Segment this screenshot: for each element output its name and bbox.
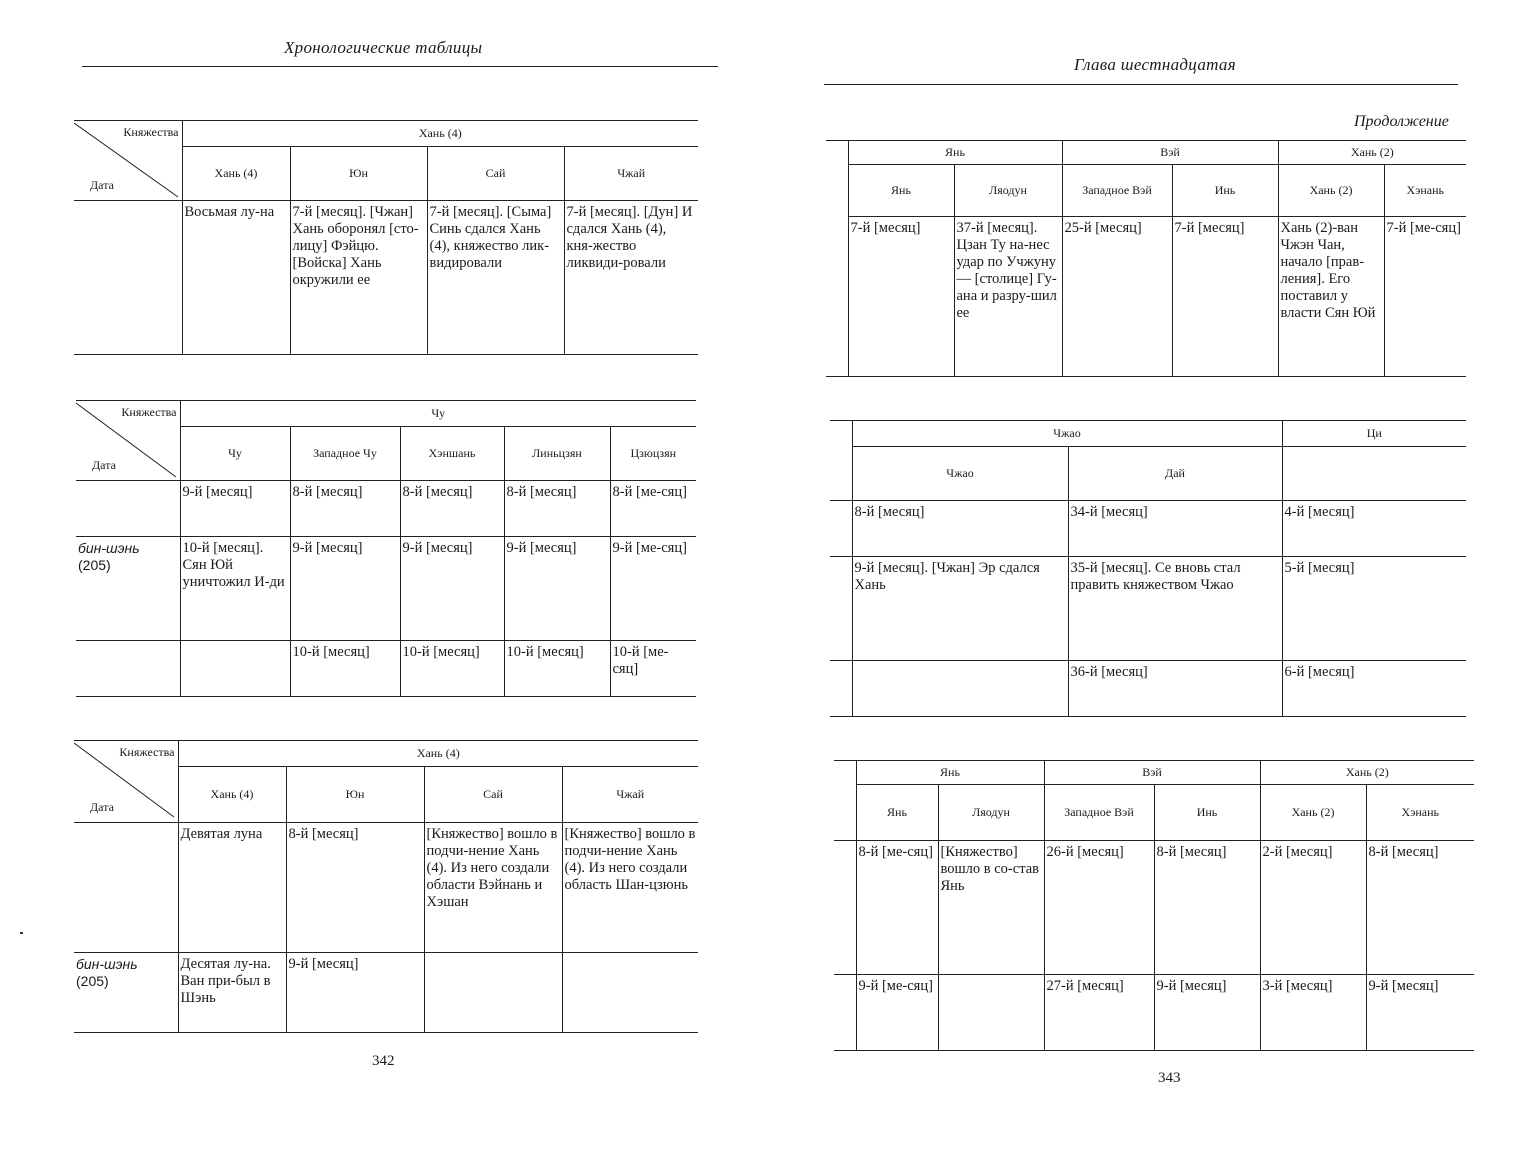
table-cell: [Княжество] вошло в со-став Янь [938, 841, 1044, 975]
table-cell: 9-й [месяц] [1366, 975, 1474, 1051]
table-cell: 8-й [месяц] [504, 481, 610, 537]
table-row [830, 661, 1466, 717]
table-cell: 9-й [месяц] [286, 953, 424, 1033]
continuation-label: Продолжение [1354, 113, 1449, 130]
column-header: Хэнань [1366, 785, 1474, 841]
running-head: Глава шестнадцатая [1074, 55, 1236, 74]
column-header: Западное Вэй [1044, 785, 1154, 841]
table-cell: 3-й [месяц] [1260, 975, 1366, 1051]
margin-cell [834, 841, 856, 975]
column-header: Хэншань [400, 427, 504, 481]
table-cell: 10-й [ме-сяц] [610, 641, 696, 697]
table-cell: 9-й [месяц] [504, 537, 610, 641]
table-cell: [Княжество] вошло в подчи-нение Хань (4). Из него создали область Шан-цзюнь [562, 823, 698, 953]
table-cell: 35-й [месяц]. Се вновь стал править княжеством Чжао [1068, 557, 1282, 661]
table-row [74, 201, 698, 355]
group-header: Хань (4) [178, 741, 698, 767]
table-cell: 10-й [месяц]. Сян Юй уничтожил И-ди [180, 537, 290, 641]
table-cell: 8-й [месяц] [1154, 841, 1260, 975]
table-cell: 8-й [месяц] [400, 481, 504, 537]
page-number: 342 [372, 1053, 395, 1069]
group-header: Чу [180, 401, 696, 427]
chron-table-4 [826, 140, 1466, 377]
group-header: Хань (2) [1278, 141, 1466, 165]
table-cell: 8-й [месяц] [1366, 841, 1474, 975]
table-cell [562, 953, 698, 1033]
column-header: Цзюцзян [610, 427, 696, 481]
table-cell: 4-й [месяц] [1282, 501, 1466, 557]
table-cell: 9-й [ме-сяц] [856, 975, 938, 1051]
margin-cell [834, 975, 856, 1051]
head-rule [82, 66, 718, 67]
margin-cell [830, 661, 852, 717]
table-cell: 9-й [месяц] [290, 537, 400, 641]
table-corner [74, 741, 178, 823]
corner-label-data: Дата [90, 178, 114, 192]
group-header: Янь [848, 141, 1062, 165]
column-header: Западное Вэй [1062, 165, 1172, 217]
margin-cell [834, 761, 856, 841]
table-cell: 27-й [месяц] [1044, 975, 1154, 1051]
corner-label-knyazhestva: Княжества [119, 745, 175, 759]
right-page [766, 0, 1532, 1150]
table-cell: 8-й [месяц] [286, 823, 424, 953]
corner-label-data: Дата [90, 800, 114, 814]
table-cell: Восьмая лу-на [182, 201, 290, 355]
chron-table-6 [834, 760, 1474, 1051]
table-cell: 9-й [месяц]. [Чжан] Эр сдался Хань [852, 557, 1068, 661]
table-row [74, 823, 698, 953]
group-header: Хань (4) [182, 121, 698, 147]
date-cell [76, 641, 180, 697]
table-cell: 7-й [месяц] [1172, 217, 1278, 377]
table-cell [424, 953, 562, 1033]
table-cell: 25-й [месяц] [1062, 217, 1172, 377]
table-cell [180, 641, 290, 697]
chron-table-3 [74, 740, 698, 1033]
group-header: Янь [856, 761, 1044, 785]
column-header: Линьцзян [504, 427, 610, 481]
column-header: Хань (4) [182, 147, 290, 201]
table-cell: 5-й [месяц] [1282, 557, 1466, 661]
chron-table-5 [830, 420, 1466, 717]
table-cell: 7-й [месяц]. [Сыма] Синь сдался Хань (4), княжество лик-видировали [427, 201, 564, 355]
date-cell [74, 823, 178, 953]
column-header: Сай [427, 147, 564, 201]
column-header: Янь [848, 165, 954, 217]
column-header: Чжао [852, 447, 1068, 501]
table-cell: 10-й [месяц] [400, 641, 504, 697]
margin-cell [830, 501, 852, 557]
table-row [834, 841, 1474, 975]
column-header: Инь [1172, 165, 1278, 217]
table-cell: 7-й [месяц]. [Дун] И сдался Хань (4), кня-жество ликвиди-ровали [564, 201, 698, 355]
column-header: Ляодун [954, 165, 1062, 217]
column-header: Хань (2) [1278, 165, 1384, 217]
table-cell: 7-й [ме-сяц] [1384, 217, 1466, 377]
table-cell [852, 661, 1068, 717]
table-cell: 8-й [ме-сяц] [610, 481, 696, 537]
table-cell: 26-й [месяц] [1044, 841, 1154, 975]
table-cell: 7-й [месяц] [848, 217, 954, 377]
table-cell: 8-й [ме-сяц] [856, 841, 938, 975]
table-cell: 9-й [месяц] [180, 481, 290, 537]
group-header: Ци [1282, 421, 1466, 447]
corner-label-knyazhestva: Княжества [121, 405, 177, 419]
chron-table-1 [74, 120, 698, 355]
date-cell [74, 953, 178, 1033]
margin-cell [826, 141, 848, 377]
table-row [76, 537, 696, 641]
column-header: Янь [856, 785, 938, 841]
head-rule [824, 84, 1458, 85]
table-cell: 9-й [месяц] [400, 537, 504, 641]
corner-label-data: Дата [92, 458, 116, 472]
table-row [826, 217, 1466, 377]
date-year: (205) [76, 973, 109, 989]
group-header: Чжао [852, 421, 1282, 447]
table-cell: 6-й [месяц] [1282, 661, 1466, 717]
column-header: Юн [290, 147, 427, 201]
table-row [74, 953, 698, 1033]
table-cell: 9-й [ме-сяц] [610, 537, 696, 641]
date-year: (205) [78, 557, 111, 573]
table-cell: 36-й [месяц] [1068, 661, 1282, 717]
table-cell: 10-й [месяц] [290, 641, 400, 697]
table-cell: Девятая луна [178, 823, 286, 953]
table-corner [74, 121, 182, 201]
table-row [76, 481, 696, 537]
table-cell: 7-й [месяц]. [Чжан] Хань оборонял [сто-лицу] Фэйцю. [Войска] Хань окружили ее [290, 201, 427, 355]
column-header: Чу [180, 427, 290, 481]
column-header: Хань (4) [178, 767, 286, 823]
column-header [1282, 447, 1466, 501]
date-label: бин-шэнь [76, 956, 138, 972]
chron-table-2 [76, 400, 696, 697]
table-corner [76, 401, 180, 481]
date-cell [76, 481, 180, 537]
column-header: Юн [286, 767, 424, 823]
scan-speck [20, 932, 23, 934]
margin-cell [830, 421, 852, 501]
column-header: Сай [424, 767, 562, 823]
corner-label-knyazhestva: Княжества [123, 125, 179, 139]
group-header: Вэй [1044, 761, 1260, 785]
column-header: Западное Чу [290, 427, 400, 481]
date-cell [74, 201, 182, 355]
margin-cell [830, 557, 852, 661]
table-cell [938, 975, 1044, 1051]
table-row [830, 557, 1466, 661]
table-cell: 37-й [месяц]. Цзан Ту на-нес удар по Учжуну — [столице] Гу-ана и разру-шил ее [954, 217, 1062, 377]
table-cell: Хань (2)-ван Чжэн Чан, начало [прав-ления]. Его поставил у власти Сян Юй [1278, 217, 1384, 377]
table-cell: 9-й [месяц] [1154, 975, 1260, 1051]
column-header: Ляодун [938, 785, 1044, 841]
table-row [76, 641, 696, 697]
column-header: Чжай [562, 767, 698, 823]
column-header: Инь [1154, 785, 1260, 841]
running-head: Хронологические таблицы [284, 38, 483, 57]
group-header: Вэй [1062, 141, 1278, 165]
column-header: Дай [1068, 447, 1282, 501]
column-header: Чжай [564, 147, 698, 201]
date-cell [76, 537, 180, 641]
table-cell: 8-й [месяц] [852, 501, 1068, 557]
table-row [834, 975, 1474, 1051]
column-header: Хэнань [1384, 165, 1466, 217]
table-cell: 10-й [месяц] [504, 641, 610, 697]
table-row [830, 501, 1466, 557]
page-number: 343 [1158, 1070, 1181, 1086]
table-cell: 2-й [месяц] [1260, 841, 1366, 975]
column-header: Хань (2) [1260, 785, 1366, 841]
table-cell: Десятая лу-на. Ван при-был в Шэнь [178, 953, 286, 1033]
table-cell: 34-й [месяц] [1068, 501, 1282, 557]
group-header: Хань (2) [1260, 761, 1474, 785]
table-cell: 8-й [месяц] [290, 481, 400, 537]
date-label: бин-шэнь [78, 540, 140, 556]
table-cell: [Княжество] вошло в подчи-нение Хань (4). Из него создали области Вэйнань и Хэшан [424, 823, 562, 953]
